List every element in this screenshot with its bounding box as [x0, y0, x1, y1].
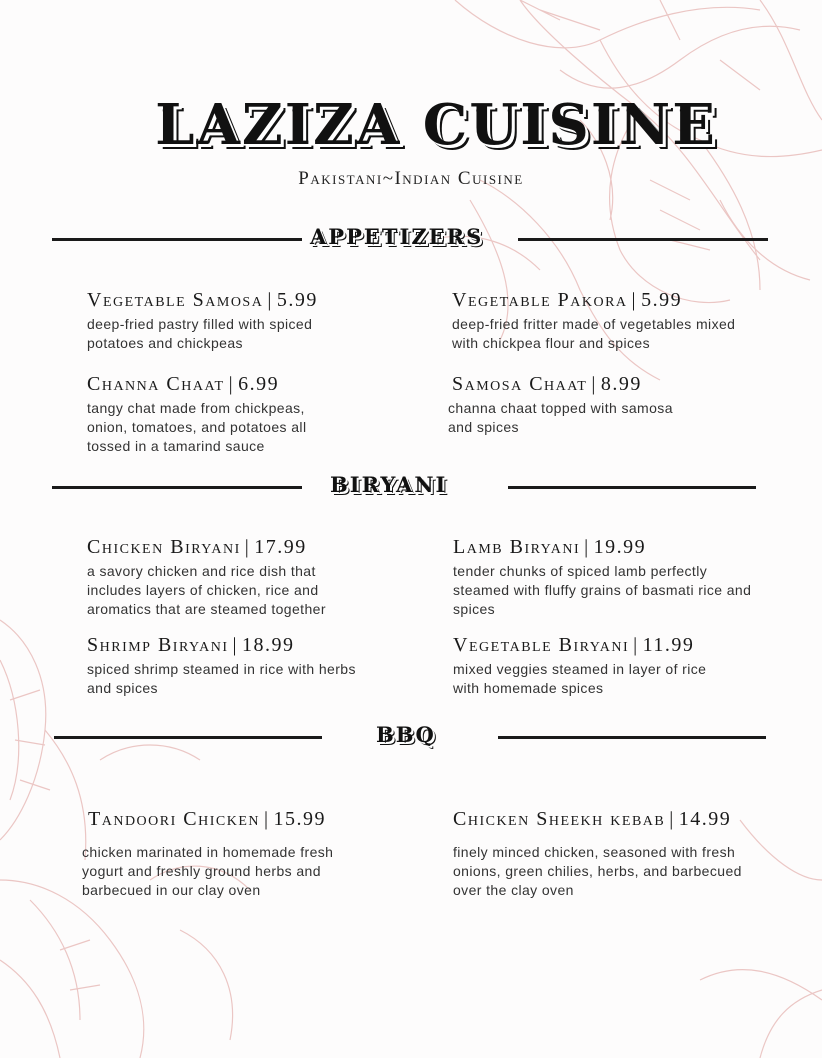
item-price: 11.99 — [642, 634, 695, 656]
item-price: 6.99 — [238, 373, 280, 395]
item-price: 5.99 — [276, 289, 318, 311]
item-name: Chicken Sheekh kebab — [453, 808, 666, 830]
section-title-appetizers: APPETIZERS — [310, 224, 484, 249]
item-price: 17.99 — [254, 536, 307, 558]
item-name-line — [453, 633, 773, 657]
item-name: Vegetable Samosa — [87, 289, 264, 311]
item-name-line — [87, 372, 407, 396]
menu-item — [448, 372, 772, 437]
menu-item — [87, 288, 407, 353]
menu-item — [453, 807, 773, 900]
item-description: deep-fried fritter made of vegetables mixed with chickpea flour and spices — [452, 316, 736, 351]
price-separator: | — [264, 808, 270, 830]
item-name: Vegetable Pakora — [452, 289, 628, 311]
item-name-line — [453, 535, 773, 559]
section-header-appetizers — [0, 224, 822, 254]
menu-item — [452, 288, 772, 353]
item-name: Shrimp Biryani — [87, 634, 229, 656]
price-separator: | — [244, 536, 251, 558]
menu-item — [87, 535, 407, 619]
item-price: 15.99 — [273, 808, 327, 830]
item-name-line — [452, 288, 772, 312]
item-name: Tandoori Chicken — [88, 808, 260, 830]
menu-item — [87, 633, 407, 698]
price-separator: | — [267, 289, 273, 311]
menu-item — [82, 807, 408, 900]
divider-line — [52, 486, 302, 489]
price-separator: | — [228, 373, 235, 395]
item-description: mixed veggies steamed in layer of rice with homemade spices — [453, 661, 707, 696]
item-name-line — [453, 807, 773, 831]
menu-item — [453, 535, 773, 619]
item-price: 14.99 — [678, 808, 732, 830]
item-name: Lamb Biryani — [453, 536, 581, 558]
item-name: Samosa Chaat — [452, 373, 588, 395]
menu-item — [453, 633, 773, 698]
section-header-bbq — [0, 722, 822, 752]
price-separator: | — [669, 808, 675, 830]
price-separator: | — [232, 634, 238, 656]
item-description: finely minced chicken, seasoned with fresh onions, green chilies, herbs, and barbecued over the clay oven — [453, 844, 742, 898]
price-separator: | — [631, 289, 638, 311]
item-name: Channa Chaat — [87, 373, 225, 395]
restaurant-tagline: Pakistani~Indian Cuisine — [298, 168, 524, 189]
item-name-line — [88, 807, 408, 831]
divider-line — [518, 238, 768, 241]
item-description: a savory chicken and rice dish that includes layers of chicken, rice and aromatics that are steamed together — [87, 563, 326, 617]
item-price: 5.99 — [641, 289, 683, 311]
item-name-line — [87, 633, 407, 657]
divider-line — [54, 736, 322, 739]
item-name-line — [452, 372, 772, 396]
price-separator: | — [591, 373, 597, 395]
item-price: 18.99 — [242, 634, 295, 656]
section-header-biryani — [0, 472, 822, 502]
section-title-biryani: BIRYANI — [330, 472, 448, 497]
item-description: spiced shrimp steamed in rice with herbs and spices — [87, 661, 356, 696]
item-name: Vegetable Biryani — [453, 634, 630, 656]
item-price: 8.99 — [600, 373, 642, 395]
item-description: deep-fried pastry filled with spiced potatoes and chickpeas — [87, 316, 313, 351]
divider-line — [52, 238, 302, 241]
menu-item — [87, 372, 407, 456]
item-description: tender chunks of spiced lamb perfectly steamed with fluffy grains of basmati rice and spices — [453, 563, 752, 617]
item-price: 19.99 — [593, 536, 647, 558]
divider-line — [498, 736, 766, 739]
item-description: chicken marinated in homemade fresh yogurt and freshly ground herbs and barbecued in our clay oven — [82, 844, 334, 898]
item-name-line — [87, 288, 407, 312]
item-name: Chicken Biryani — [87, 536, 241, 558]
restaurant-title: LAZIZA CUISINE — [155, 92, 717, 158]
section-title-bbq: BBQ — [376, 722, 436, 747]
price-separator: | — [584, 536, 590, 558]
price-separator: | — [633, 634, 639, 656]
item-name-line — [87, 535, 407, 559]
divider-line — [508, 486, 756, 489]
item-description: channa chaat topped with samosa and spices — [448, 400, 673, 435]
item-description: tangy chat made from chickpeas, onion, tomatoes, and potatoes all tossed in a tamarind sauce — [87, 400, 307, 454]
